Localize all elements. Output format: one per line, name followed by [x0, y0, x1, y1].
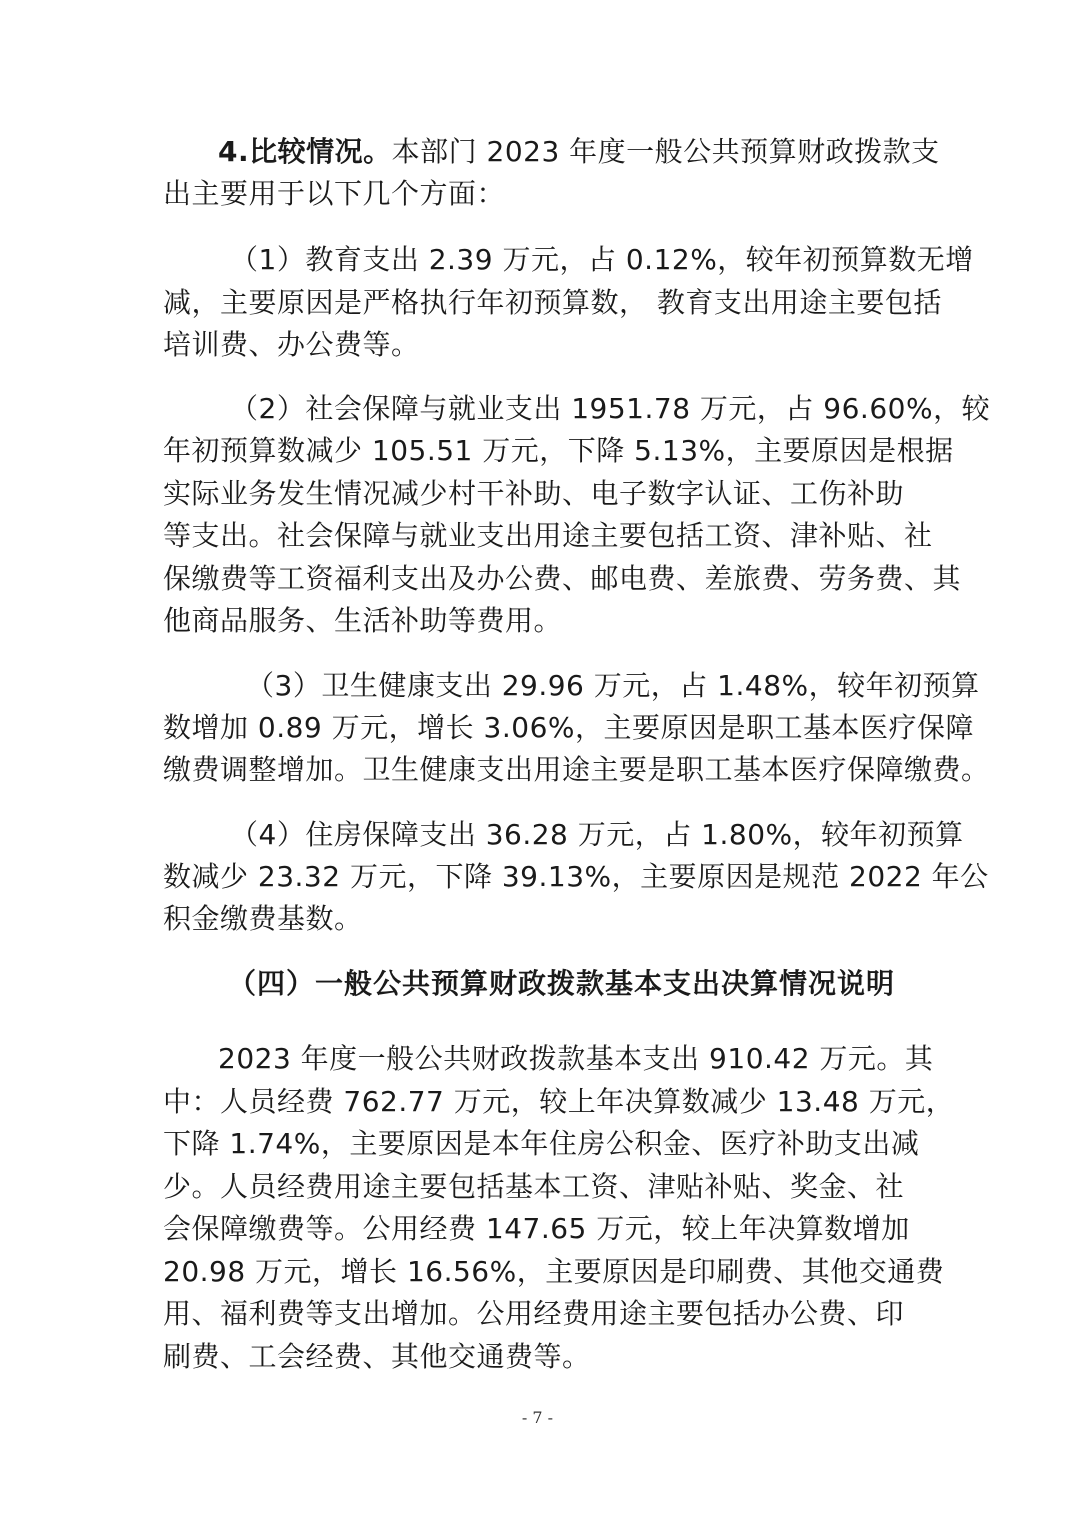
item2-line-6: 他商品服务、生活补助等费用。: [163, 604, 563, 637]
section4-line-1-rest: 本部门 2023 年度一般公共预算财政拨款支: [391, 135, 940, 168]
item4-line-3: 积金缴费基数。: [163, 902, 363, 935]
basic-line-8: 刷费、工会经费、其他交通费等。: [163, 1340, 591, 1373]
item4-line-1: （4）住房保障支出 36.28 万元，占 1.80%，较年初预算: [230, 818, 964, 851]
item2-line-3: 实际业务发生情况减少村干补助、电子数字认证、工伤补助: [163, 477, 905, 510]
item2-line-1: （2）社会保障与就业支出 1951.78 万元，占 96.60%，较: [230, 392, 991, 425]
page-number: - 7 -: [521, 1408, 554, 1427]
item3-line-2: 数增加 0.89 万元，增长 3.06%，主要原因是职工基本医疗保障: [163, 711, 974, 744]
item2-line-4: 等支出。社会保障与就业支出用途主要包括工资、津补贴、社: [163, 519, 933, 552]
section-heading: （四）一般公共预算财政拨款基本支出决算情况说明: [228, 967, 896, 1000]
item3-line-1: （3）卫生健康支出 29.96 万元，占 1.48%，较年初预算: [246, 669, 980, 702]
basic-line-3: 下降 1.74%，主要原因是本年住房公积金、医疗补助支出减: [163, 1127, 920, 1160]
item4-line-2: 数减少 23.32 万元，下降 39.13%，主要原因是规范 2022 年公: [163, 860, 989, 893]
basic-line-7: 用、福利费等支出增加。公用经费用途主要包括办公费、印: [163, 1297, 905, 1330]
basic-line-6: 20.98 万元，增长 16.56%，主要原因是印刷费、其他交通费: [163, 1255, 945, 1288]
item2-line-5: 保缴费等工资福利支出及办公费、邮电费、差旅费、劳务费、其: [163, 562, 962, 595]
section4-line-2: 出主要用于以下几个方面：: [163, 177, 506, 210]
item1-line-1: （1）教育支出 2.39 万元，占 0.12%，较年初预算数无增: [230, 243, 974, 276]
basic-line-2: 中：人员经费 762.77 万元，较上年决算数减少 13.48 万元，: [163, 1085, 955, 1118]
section4-line-1: [218, 132, 940, 172]
basic-line-4: 少。人员经费用途主要包括基本工资、津贴补贴、奖金、社: [163, 1170, 905, 1203]
section4-lead: 4.比较情况。: [218, 135, 392, 168]
item3-line-3: 缴费调整增加。卫生健康支出用途主要是职工基本医疗保障缴费。: [163, 753, 990, 786]
item1-line-3: 培训费、办公费等。: [163, 328, 420, 361]
item1-line-2: 减，主要原因是严格执行年初预算数， 教育支出用途主要包括: [163, 286, 942, 319]
item2-line-2: 年初预算数减少 105.51 万元，下降 5.13%，主要原因是根据: [163, 434, 954, 467]
basic-line-5: 会保障缴费等。公用经费 147.65 万元，较上年决算数增加: [163, 1212, 910, 1245]
basic-line-1: 2023 年度一般公共财政拨款基本支出 910.42 万元。其: [218, 1042, 934, 1075]
